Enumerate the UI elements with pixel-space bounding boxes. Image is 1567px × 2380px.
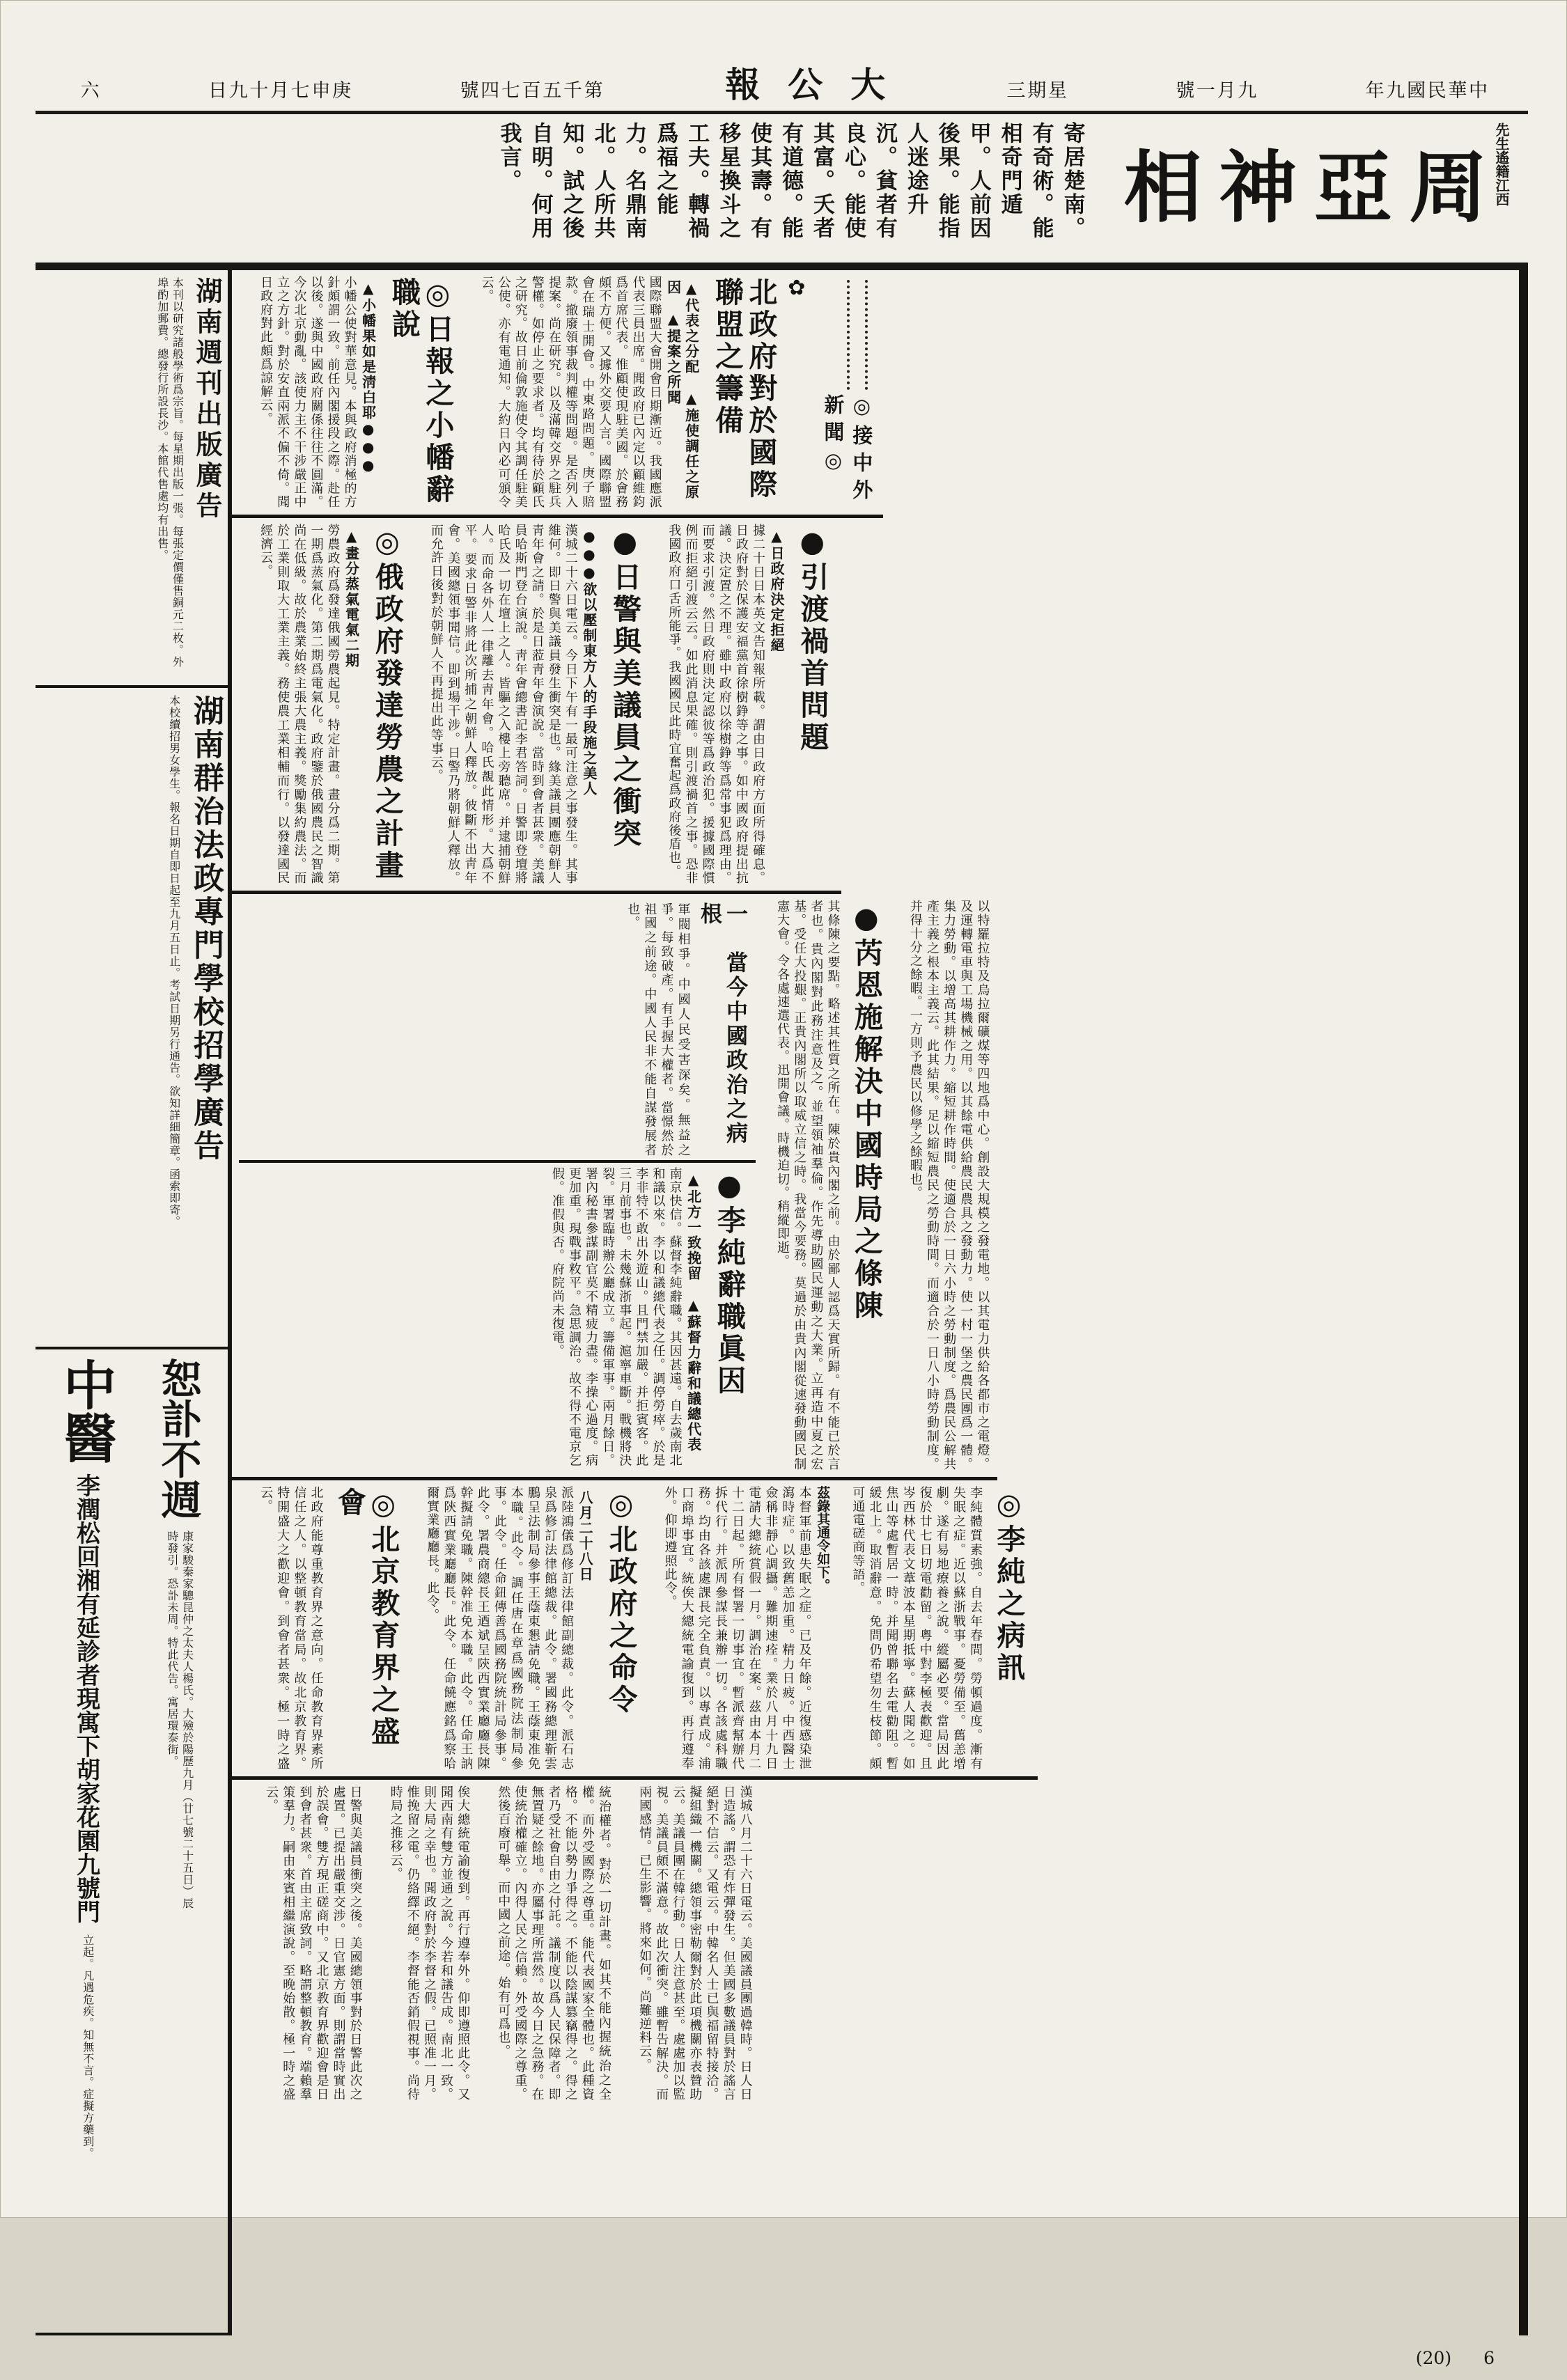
article-body: 南京快信。蘇督李純辭職。其因甚遠。自去歲南北和議以來。李以和議總代表之任。調停勞瘁。於是李非特不敢出外遊山。且門禁加嚴。并拒賓客。此三月前事也。未幾蘇浙事起。滬寧車斷。戰機將決裂。軍署臨時辦公廳成立。籌備軍事。兩月餘日。署內秘書參謀副官莫不精疲力盡。李操心過度。病更加重。現戰事敉平。急思調治。故不得不電京乞假。准假與否。府院尚未復電。 <box>549 1166 683 1467</box>
article-body: 以特羅拉特及烏拉爾礦煤等四地爲中心。創設大規模之發電地。以其電力供給各都市之電燈。及運轉電車與工場機械之用。以其餘電供給農民農具之發動力。使一村一堡之農民團爲一體。集力勞動。以增高其耕作力。縮短耕作時間。使適合於一日六小時之勞動制度。爲農民公解共產主義之根本主義云。此其結果。足以縮短農民之勞動時間。而適合於一日八小時勞動制度。并得十分之餘暇。一方則予農民以修學之餘暇也。 <box>907 900 990 1471</box>
article-headline: ●引渡禍首問題 <box>795 525 829 754</box>
article-headline: ●李純辭職眞因 <box>712 1168 746 1398</box>
masthead-year: 中華民國九年 <box>1362 80 1487 99</box>
article-police-clash <box>428 524 647 885</box>
article-subhead: ▲代表之分配 ▲施使調任之原因 ▲提案之所聞 <box>664 280 700 500</box>
article-body: 據二十日日本英文告知報所載。謂由日政府方面所得確息。日政府對於保護安福黨首徐樹錚等之事。如中國政府提出抗議。決定置之不理。雖中政府以徐樹錚等爲常事犯爲理由。而要求引渡。然日政府則決定認彼等爲政治犯。援據國際慣例而拒絕引渡云云。如此消息果確。則引渡禍首之事。恐非我國政府口舌所能爭。我國國民此時宜奮起爲政府後盾也。 <box>666 524 765 885</box>
article-headline: ●芮恩施解決中國時局之條陳 <box>849 901 883 1322</box>
continuation-column: 漢城八月二十六日電云。美國議員團過韓時。日人日日造謠。謂恐有炸彈發生。但美國多數議員對於謠言絕對不信云。又電云。中韓名人士已與福留特接洽。擬組織一機關。總領事密勒爾對於此項機關亦表贊助云。美議員團在韓行動。日人注意甚至。處處加以監視。美議員頗不滿意。故此次衝突。雖暫告解決。而兩國感情。已生影響。將來如何。尚難逆料云。 <box>637 1785 753 2101</box>
ad-law-school <box>36 688 228 1349</box>
ad-doctor-title: 中醫 <box>54 1358 117 1464</box>
masthead-issue-number: 第千五百七四號 <box>456 80 602 99</box>
section-kicker-label: ◎接中外新聞◎ <box>821 394 874 507</box>
flower-ornament-icon: ✿ <box>784 276 809 300</box>
banner-ad-title: 周亞神相 <box>1111 146 1488 224</box>
continuation-column: 統治權者。對於一切計畫。如其不能內握統治之全權。而外受國際之尊重。能代表國家全體也。此種資格。不能以勢力爭得之。不能以陰謀篡竊得之。得之者乃受社會自由之付託。議制度以爲人民保障者。即無置疑之餘地。亦屬事理所當然。故今日之急務。在使統治權確立。內得人民之信賴。外受國際之尊重。然後百廢可舉。而中國之前途。始有可爲也。 <box>496 1785 611 2101</box>
article-headline: ◎北政府之命令 <box>604 1487 638 1716</box>
article-lead: 茲錄其通令如下。 <box>815 1486 831 1592</box>
ad-law-school-title: 湖南群治法政專門學校招學廣告 <box>188 695 224 1163</box>
article-government-orders <box>423 1486 643 1771</box>
article-extradition <box>665 524 834 885</box>
garland-ornament-icon <box>847 280 868 390</box>
article-headline: ◎李純之病訊 <box>992 1487 1026 1684</box>
news-band-4 <box>232 1480 1038 1780</box>
obituary-title: 恕訃不週 <box>154 1358 202 1519</box>
news-band-1 <box>232 270 883 518</box>
article-subhead: ▲北方一致挽留 ▲蘇督力辭和議總代表 <box>685 1171 702 1453</box>
obituary-body: 康家駿秦家驄昆仲之太夫人楊氏。大殮於陽歷九月（廿七號二十五日）辰時發引。恐訃未周。特此代告。寓居環泰街。 <box>166 1530 194 1909</box>
article-headline: ◎日報之小幡辭職說 <box>387 277 455 506</box>
content-area <box>36 270 1528 2335</box>
banner-ad-sideline: 先生遙籍江西 <box>1493 122 1510 206</box>
footer-page-number: 6 <box>1483 2347 1495 2368</box>
ad-hunan-weekly-title: 湖南週刊出版廣告 <box>192 277 223 522</box>
ad-hunan-weekly-body: 本刊以研究諸般學術爲宗旨。每星期出版一張。每張定價僅售銅元二枚。外埠酌加郵費。總發行所設長沙。本館代售處均有出售。 <box>155 277 185 668</box>
article-subhead: ▲畫分蒸氣電氣二期 <box>343 528 360 668</box>
article-league-of-nations <box>478 276 809 509</box>
article-body: 北政府能尊重教育界之意向。任命教育界素所信任之人。以整頓教育當局。故北京教育界。特開盛大之歡迎會。到會者甚衆。極一時之盛云。 <box>258 1486 324 1771</box>
section-body: 軍閥相爭。中國人民受害深矣。無益之爭。每致破產。有手握大權者。當憬然於祖國之前途。中國人民非不能自謀發展者也。 <box>625 902 691 1157</box>
section-political-disease-root <box>239 900 756 1163</box>
news-band-3 <box>232 894 997 1480</box>
continuation-column: 日警與美議員衝突之後。美國總領事對於日警此次之處置。已提出嚴重交涉。日官憲方面。則謂當時實出於誤會。雙方現正磋商中。又北京教育界歡迎會是日到會者甚衆。首由主席致詞。略謂整頓教育。端賴羣策羣力。嗣由來賓相繼演說。至晚始散。極一時之盛云。 <box>264 1785 363 2101</box>
news-band-2 <box>232 518 841 894</box>
article-reinsch-memorandum <box>774 900 889 1471</box>
article-education-meeting <box>257 1486 405 1771</box>
masthead-date: 九月一號 <box>1172 80 1256 99</box>
article-body: 李純體質素強。自去年春間。勞頓過度。漸有失眠之症。近以蘇浙戰事。憂勞備至。舊恙增劇。遂有易地療養之說。縱屬必要。當局因此復於廿七日切電勸留。粵中對李極表歡迎。且岑西林代表文葦波本星期抵寧。蘇人聞之。如焦山等處暫居一時。并聞曾聯名去電勸阻。暫緩北上。取消辭意。免問仍希望勿生枝節。頗可通電磋商等語。 <box>850 1486 983 1771</box>
article-headline: ◎北京教育界之盛會 <box>332 1487 400 1748</box>
article-body: 派陸鴻儀爲修訂法律館副總裁。此令。派石志泉爲修訂法律館總裁。此令。署國務總理靳雲鵬呈法制局參事王蔭東懇請免職。王蔭東准免本職。此令。調任唐在章爲國務院法制局參事。此令。任命鈕傳善爲國務院統計局參事。此令。署農商總長王迺斌呈陝西實業廳廳長陳幹擬請免職。陳幹准免本職。此令。任命王訥爲陝西實業廳廳長。此令。任命饒應銘爲察哈爾實業廳廳長。此令。 <box>425 1486 575 1771</box>
paper-title: 大公報 <box>719 66 887 101</box>
article-body: 勞農政府爲發達俄國勞農起見。特定計畫。畫分爲二期。第一期爲蒸氣化。第二期爲電氣化。政府鑒於俄國農民之智識尚在低級。故於農業始終主張大農主義。獎勵集約農法。而於工業則取大工業主義。務使農工業相輔而行。以發達國民經濟云。 <box>258 524 341 885</box>
article-decree-quote <box>662 1486 832 1771</box>
article-body: 本督軍前患失眠之症。已及年餘。近復感染泄瀉時症。以致舊恙加重。精力日疲。中西醫士僉稱非靜心調攝。難期速痊。業於八月十九日電請大總統賞假一月。調治在案。茲由本月二十二日起。所有督署一切事宜。暫派齊幫辦代拆代行。并派周參謀長兼辦一切。各該處科職務。均由各該處課長完全負責。以專責成。浦口商埠事宜。統俟大總統電諭復到。再行遵奉外。仰即遵照此令。 <box>662 1486 812 1771</box>
article-subhead: ▲日政府決定拒絕 <box>767 528 785 653</box>
article-dateline: 八月二十八日 <box>577 1490 594 1582</box>
stacked-articles <box>239 900 756 1471</box>
ad-hunan-weekly <box>36 270 228 688</box>
news-band-5 <box>232 1780 761 2107</box>
news-main <box>232 270 1528 2335</box>
masthead-weekday: 星期三 <box>1003 80 1066 99</box>
ad-doctor-name: 李潤松回湘有延診者現寓下胡家花園九號門 <box>72 1473 100 1923</box>
masthead <box>36 22 1528 113</box>
article-obata-resignation <box>257 276 460 509</box>
article-headline: 北政府對於國際聯盟之籌備 <box>710 277 778 501</box>
obituary-notice <box>132 1358 224 2324</box>
ad-law-school-body: 本校續招男女學生。報名日期自即日起至九月五日止。考試日期另行通告。欲知詳細簡章。函索即寄。 <box>167 695 181 1228</box>
section-title: 一 當今中國政治之病根 <box>696 902 747 1146</box>
banner-ad-fortune-teller <box>36 113 1528 270</box>
article-russia-continuation <box>907 900 991 1471</box>
continuation-column: 俟大總統電諭復到。再行遵奉外。仰即遵照此令。又聞西南有雙方並通之說。今若和議告成。南北一致。則大局之幸也。聞政府對於李督之假。已照准一月。惟挽留之電。仍絡繹不絕。李督能否銷假視事。尚待時局之推移云。 <box>388 1785 471 2101</box>
ad-chinese-doctor <box>40 1358 132 2324</box>
section-kicker <box>819 276 876 509</box>
sidebar-ads <box>36 270 232 2335</box>
ad-bottom-block <box>36 1349 228 2335</box>
article-headline: ●日警與美議員之衝突 <box>608 525 642 850</box>
article-lichun-illness <box>849 1486 1031 1771</box>
page-footer <box>36 2335 1528 2380</box>
article-russia-labor-plan <box>257 524 410 885</box>
article-body: 小幡公使對華意見。本與政府消極的方針頗謂一致。前任內閣援段之際。赴任以後。遂與中國政府關係往往不圓滿。今次北京動亂。該使力主不干涉嚴正中立之方針。對於安直兩派不偏不倚。聞日政府對此頗爲諒解云。 <box>258 276 357 509</box>
article-lichun-resignation <box>239 1163 756 1471</box>
footer-sheet-marker: (20) <box>1415 2347 1452 2368</box>
masthead-lunar-date: 庚申七月十九日 <box>205 80 351 99</box>
article-body: 其條陳之要點。略述其性質之所在。陳於貴內閣之前。由於鄙人認爲天實所歸。有不能已於言者也。貴內閣對此務注意及之。並望領袖羣倫。作先導助國民運動之大業。立再造中夏之宏基。受任大投艱。正貴內閣所以取威立信之時。我當今要務。莫過於由貴內閣從速發動國民制憲大會。令各處速選代表。迅開會議。時機迫切。稍縱即逝。 <box>775 900 841 1471</box>
article-subhead: ▲小幡果如是淸白耶●●● <box>359 280 377 475</box>
article-body: 國際聯盟大會開會日期漸近。我國應派代表三員出席。聞政府已內定以顧維鈞爲首席代表。惟顧使現駐美國。於會務頗不方便。又據外交要人言。國際聯盟會在瑞士開會。中東路問題。庚子賠款。撤廢領事裁判權等問題。是否列入提案。尚在研究。以及滿韓交界之駐兵警權。如停止之要求者。均有待於顧氏之研究。故日前倫敦施使令其調任駐美公使。亦有電通知。大約日內必可頒令云。 <box>479 276 662 509</box>
article-subhead: ●●●欲以壓制東方人的手段施之美人 <box>580 528 598 797</box>
article-headline: ◎俄政府發達勞農之計畫 <box>370 525 404 882</box>
masthead-page-number: 六 <box>77 80 99 99</box>
ad-doctor-body: 立起。凡遇危疾。知無不言。症擬方藥到。 <box>81 1934 95 2159</box>
banner-ad-text: 寄居楚南。有奇術。能相奇門遁甲。人前因後果。能指人迷途升沉。貧者有良心。能使其富。夭者有道德。能使其壽。有移星換斗之工夫。轉禍爲福之能力。名鼎南北。人所共知。試之後自明。何用我言。 <box>496 121 1085 240</box>
article-body: 漢城二十六日電云。今日下午有一最可注意之事發生。其事維何。即日警與美議員發生衝突是也。緣美議員團應朝鮮人靑年會之請。於是日蒞靑年會演說。當時到會者甚衆。美議員哈斯門登台演說。靑年會總書記李君答詞。日警即登壇將哈氏及一切在壇上之人。皆驅之入樓上旁聽席。并逮捕朝鮮人。而命各外人一律離去靑年會。哈氏覩此情形。大爲不平。要求日警非將此次所捕之朝鮮人釋放。彼斷不出靑年會。美國總領事聞信。即到場干涉。日警乃將朝鮮人釋放。而允許日後對於朝鮮人不再提出此等事云。 <box>429 524 578 885</box>
